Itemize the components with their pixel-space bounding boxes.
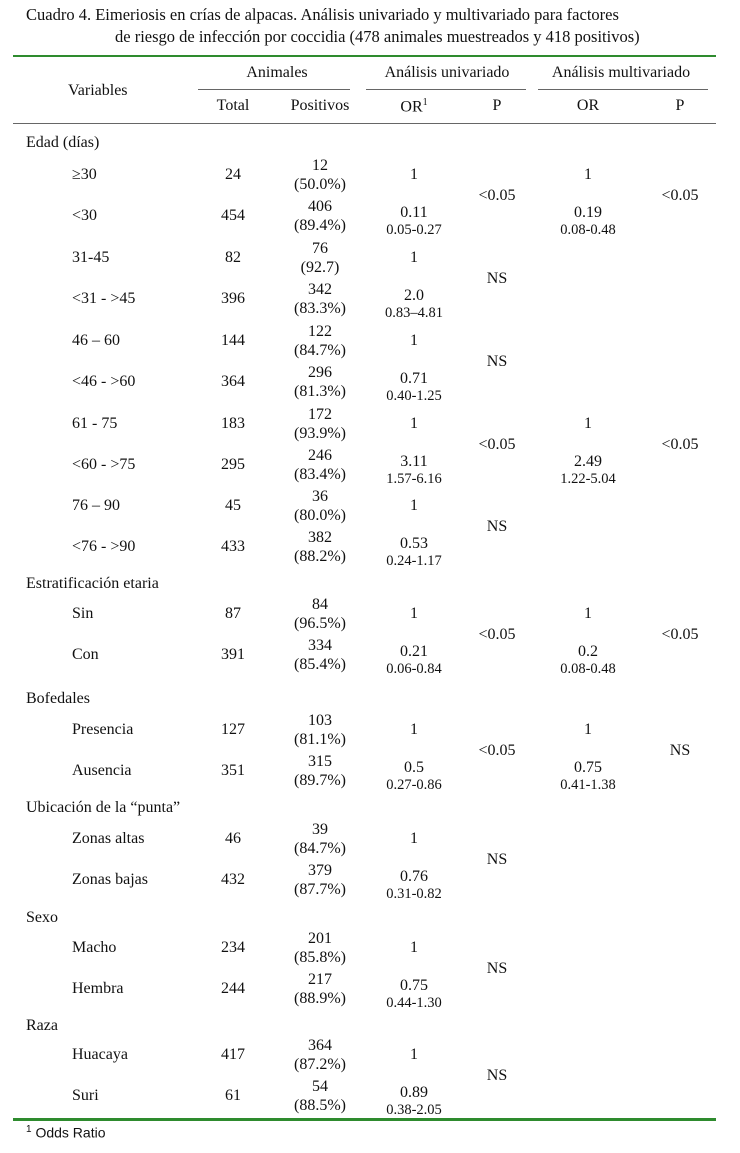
row-label: ≥30 — [72, 166, 97, 183]
row-label: Huacaya — [72, 1046, 128, 1063]
cell-total: 45 — [225, 497, 241, 514]
cell-ci-univariado: 1.57-6.16 — [386, 471, 442, 487]
header-underline-animales — [198, 89, 350, 90]
cell-ci-univariado: 0.38-2.05 — [386, 1102, 442, 1118]
group-label: Ubicación de la “punta” — [26, 799, 181, 816]
header-bottom-rule — [13, 123, 716, 124]
header-or-univariado — [400, 97, 427, 116]
cell-positivos-percent: (96.5%) — [294, 615, 346, 632]
footnote-marker: 1 — [26, 1124, 32, 1135]
cell-positivos-count: 76 — [312, 240, 328, 257]
cell-total: 433 — [221, 538, 245, 555]
cell-ci-univariado: 0.06-0.84 — [386, 661, 442, 677]
cell-positivos-count: 315 — [308, 753, 332, 770]
header-or-text: OR — [400, 98, 423, 116]
cell-total: 295 — [221, 456, 245, 473]
row-label: <30 — [72, 207, 98, 224]
cell-positivos-count: 54 — [312, 1078, 328, 1095]
cell-positivos-count: 296 — [308, 364, 332, 381]
group-label: Bofedales — [26, 690, 90, 707]
row-label: <46 - >60 — [72, 373, 136, 390]
caption-line-2: de riesgo de infección por coccidia (478 animales muestreados y 418 positivos) — [115, 27, 640, 46]
row-label: Suri — [72, 1087, 99, 1104]
cell-or-univariado: 0.89 — [400, 1084, 428, 1101]
cell-or-univariado: 1 — [410, 332, 418, 349]
cell-or-multivariado: 0.75 — [574, 759, 602, 776]
cell-positivos-count: 84 — [312, 596, 328, 613]
row-label: 76 – 90 — [72, 497, 120, 514]
bottom-rule — [13, 1118, 716, 1121]
cell-p-univariado: NS — [486, 517, 508, 535]
cell-p-multivariado: <0.05 — [661, 186, 699, 204]
cell-positivos-percent: (85.4%) — [294, 656, 346, 673]
cell-positivos-percent: (89.4%) — [294, 217, 346, 234]
cell-or-univariado: 0.21 — [400, 643, 428, 660]
cell-p-univariado: <0.05 — [478, 435, 516, 453]
group-label: Edad (días) — [26, 134, 100, 151]
cell-total: 87 — [225, 605, 241, 622]
cell-p-multivariado: <0.05 — [661, 625, 699, 643]
cell-ci-univariado: 0.27-0.86 — [386, 777, 442, 793]
table-caption — [26, 4, 716, 48]
cell-or-univariado: 0.75 — [400, 977, 428, 994]
cell-positivos-percent: (81.3%) — [294, 383, 346, 400]
header-univariado: Análisis univariado — [384, 64, 510, 81]
cell-or-univariado: 1 — [410, 497, 418, 514]
cell-ci-multivariado: 0.08-0.48 — [560, 222, 616, 238]
row-label: 46 – 60 — [72, 332, 120, 349]
cell-or-multivariado: 1 — [584, 415, 592, 432]
cell-total: 396 — [221, 290, 245, 307]
cell-p-univariado: <0.05 — [478, 625, 516, 643]
cell-positivos-percent: (84.7%) — [294, 840, 346, 857]
row-label: Zonas bajas — [72, 871, 148, 888]
cell-p-multivariado: NS — [669, 741, 691, 759]
cell-total: 46 — [225, 830, 241, 847]
group-label: Sexo — [26, 909, 58, 926]
cell-ci-univariado: 0.24-1.17 — [386, 553, 442, 569]
cell-positivos-count: 334 — [308, 637, 332, 654]
group-label: Raza — [26, 1017, 58, 1034]
cell-total: 144 — [221, 332, 245, 349]
row-label: Sin — [72, 605, 94, 622]
row-label: Macho — [72, 939, 117, 956]
cell-total: 61 — [225, 1087, 241, 1104]
cell-ci-univariado: 0.83–4.81 — [385, 305, 443, 321]
cell-total: 82 — [225, 249, 241, 266]
header-multivariado: Análisis multivariado — [551, 64, 691, 81]
row-label: Zonas altas — [72, 830, 145, 847]
cell-positivos-percent: (50.0%) — [294, 176, 346, 193]
footnote-text: Odds Ratio — [31, 1124, 106, 1141]
row-label: Ausencia — [72, 762, 132, 779]
cell-p-multivariado: <0.05 — [661, 435, 699, 453]
cell-ci-multivariado: 0.41-1.38 — [560, 777, 616, 793]
cell-positivos-count: 12 — [312, 157, 328, 174]
caption-line-1: Cuadro 4. Eimeriosis en crías de alpacas. Análisis univariado y multivariado para factores — [26, 5, 619, 24]
cell-p-univariado: NS — [486, 850, 508, 868]
cell-or-univariado: 2.0 — [404, 287, 424, 304]
cell-total: 183 — [221, 415, 245, 432]
header-or-superscript: 1 — [422, 97, 428, 108]
cell-or-multivariado: 0.2 — [578, 643, 598, 660]
cell-or-univariado: 0.76 — [400, 868, 428, 885]
row-label: <76 - >90 — [72, 538, 136, 555]
cell-or-univariado: 3.11 — [400, 453, 428, 470]
cell-positivos-percent: (81.1%) — [294, 731, 346, 748]
cell-or-multivariado: 0.19 — [574, 204, 602, 221]
cell-positivos-count: 382 — [308, 529, 332, 546]
row-label: Presencia — [72, 721, 134, 738]
cell-positivos-percent: (83.3%) — [294, 300, 346, 317]
cell-positivos-count: 406 — [308, 198, 332, 215]
cell-ci-multivariado: 0.08-0.48 — [560, 661, 616, 677]
cell-or-univariado: 1 — [410, 249, 418, 266]
cell-total: 454 — [221, 207, 245, 224]
header-p-univariado: P — [492, 97, 502, 114]
header-or-multivariado: OR — [576, 97, 600, 114]
cell-ci-univariado: 0.05-0.27 — [386, 222, 442, 238]
header-total: Total — [216, 97, 250, 114]
cell-p-univariado: NS — [486, 959, 508, 977]
cell-total: 432 — [221, 871, 245, 888]
cell-or-univariado: 1 — [410, 1046, 418, 1063]
cell-p-univariado: NS — [486, 1066, 508, 1084]
cell-total: 351 — [221, 762, 245, 779]
row-label: Hembra — [72, 980, 124, 997]
cell-positivos-percent: (88.2%) — [294, 548, 346, 565]
cell-p-univariado: NS — [486, 269, 508, 287]
cell-total: 24 — [225, 166, 241, 183]
cell-positivos-percent: (88.9%) — [294, 990, 346, 1007]
header-variables: Variables — [68, 82, 128, 99]
group-label: Estratificación etaria — [26, 575, 159, 592]
cell-positivos-count: 364 — [308, 1037, 332, 1054]
row-label: Con — [72, 646, 99, 663]
cell-ci-univariado: 0.40-1.25 — [386, 388, 442, 404]
cell-or-univariado: 1 — [410, 939, 418, 956]
cell-or-univariado: 1 — [410, 415, 418, 432]
cell-total: 127 — [221, 721, 245, 738]
cell-positivos-count: 36 — [312, 488, 328, 505]
header-underline-multivariado — [538, 89, 708, 90]
cell-positivos-count: 201 — [308, 930, 332, 947]
cell-p-univariado: NS — [486, 352, 508, 370]
cell-positivos-count: 103 — [308, 712, 332, 729]
cell-positivos-percent: (89.7%) — [294, 772, 346, 789]
cell-or-univariado: 0.71 — [400, 370, 428, 387]
cell-or-multivariado: 1 — [584, 605, 592, 622]
row-label: <31 - >45 — [72, 290, 136, 307]
header-underline-univariado — [366, 89, 526, 90]
header-p-multivariado: P — [675, 97, 685, 114]
row-label: 31-45 — [72, 249, 110, 266]
cell-or-univariado: 1 — [410, 830, 418, 847]
cell-positivos-count: 379 — [308, 862, 332, 879]
cell-or-univariado: 0.11 — [400, 204, 428, 221]
cell-positivos-percent: (80.0%) — [294, 507, 346, 524]
cell-positivos-count: 172 — [308, 406, 332, 423]
cell-or-univariado: 1 — [410, 166, 418, 183]
cell-ci-univariado: 0.44-1.30 — [386, 995, 442, 1011]
cell-or-univariado: 0.53 — [400, 535, 428, 552]
cell-positivos-percent: (85.8%) — [294, 949, 346, 966]
row-label: 61 - 75 — [72, 415, 118, 432]
cell-ci-univariado: 0.31-0.82 — [386, 886, 442, 902]
cell-total: 244 — [221, 980, 245, 997]
cell-or-multivariado: 2.49 — [574, 453, 602, 470]
cell-positivos-percent: (92.7) — [300, 259, 340, 276]
cell-positivos-percent: (87.7%) — [294, 881, 346, 898]
cell-total: 364 — [221, 373, 245, 390]
cell-total: 417 — [221, 1046, 245, 1063]
cell-positivos-count: 246 — [308, 447, 332, 464]
cell-or-univariado: 1 — [410, 721, 418, 738]
header-positivos: Positivos — [290, 97, 350, 114]
cell-or-univariado: 0.5 — [404, 759, 424, 776]
cell-p-univariado: <0.05 — [478, 186, 516, 204]
cell-positivos-percent: (88.5%) — [294, 1097, 346, 1114]
top-rule — [13, 55, 716, 57]
cell-positivos-percent: (93.9%) — [294, 425, 346, 442]
cell-ci-multivariado: 1.22-5.04 — [560, 471, 616, 487]
cell-positivos-count: 39 — [312, 821, 328, 838]
cell-positivos-count: 122 — [308, 323, 332, 340]
cell-or-multivariado: 1 — [584, 721, 592, 738]
cell-total: 234 — [221, 939, 245, 956]
row-label: <60 - >75 — [72, 456, 136, 473]
cell-total: 391 — [221, 646, 245, 663]
header-animales: Animales — [246, 64, 308, 81]
cell-positivos-percent: (84.7%) — [294, 342, 346, 359]
cell-p-univariado: <0.05 — [478, 741, 516, 759]
cell-positivos-percent: (87.2%) — [294, 1056, 346, 1073]
footnote — [26, 1124, 106, 1141]
cell-positivos-count: 217 — [308, 971, 332, 988]
cell-or-multivariado: 1 — [584, 166, 592, 183]
cell-positivos-percent: (83.4%) — [294, 466, 346, 483]
cell-positivos-count: 342 — [308, 281, 332, 298]
cell-or-univariado: 1 — [410, 605, 418, 622]
